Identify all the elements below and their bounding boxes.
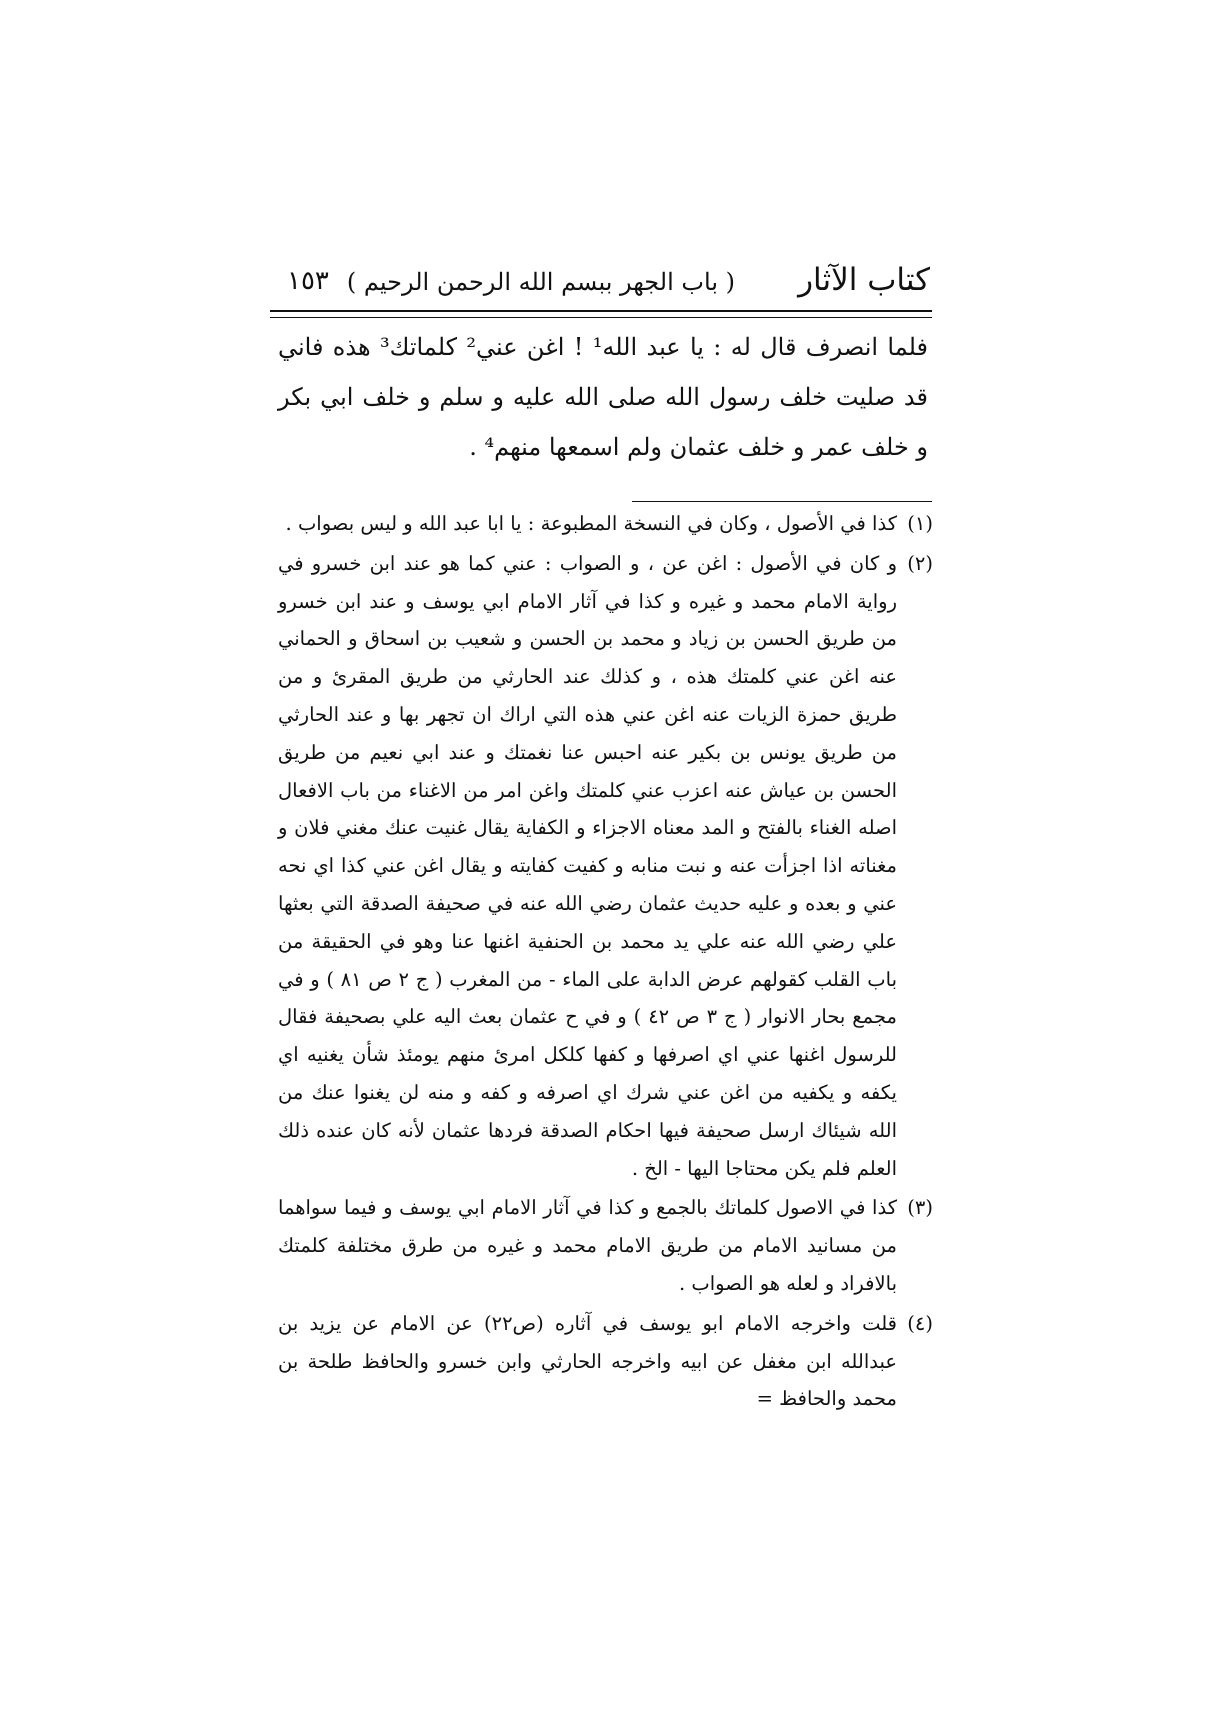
footnote-3 [278, 1189, 933, 1302]
footnote-number: (٣) [907, 1196, 933, 1220]
footnote-number: (١) [907, 512, 933, 535]
header-rule-thick [270, 310, 932, 312]
footnote-text: كذا في الأصول ، وكان في النسخة المطبوعة : يا ابا عبد الله و ليس بصواب . [285, 512, 897, 535]
running-header [275, 262, 930, 312]
page-number: ١٥٣ [287, 266, 329, 296]
footnote-text: قلت واخرجه الامام ابو يوسف في آثاره (ص٢٢) عن الامام عن يزيد بن عبدالله ابن مغفل عن ابيه واخرجه الحارثي وابن خسرو والحافظ طلحة بن محمد والحافظ = [278, 1311, 898, 1411]
footnotes [278, 505, 933, 1418]
footnote-text: كذا في الاصول كلماتك بالجمع و كذا في آثار الامام ابي يوسف و فيما سواهما من مسانيد الامام من طريق الامام محمد و غيره من طرق مختلفة كلمتك بالافراد و لعله هو الصواب . [278, 1196, 897, 1295]
footnote-1 [278, 505, 933, 543]
header-rule-thin [270, 317, 932, 318]
footnote-text: و كان في الأصول : اغن عن ، و الصواب : عني كما هو عند ابن خسرو في رواية الامام محمد و غيره و كذا في آثار الامام ابي يوسف و عند ابن خسرو من طريق الحسن بن زياد و محمد بن الحسن و شعيب بن اسحاق و الحماني عنه اغن عني كلمتك هذه ، و كذلك عند الحارثي من طريق المقرئ و من طريق حمزة الزيات عنه اغن عني هذه التي اراك ان تجهر بها و عند الحارثي من طريق يونس بن بكير عنه احبس عنا نغمتك و عند ابي نعيم من طريق الحسن بن عياش عنه اعزب عني كلمتك واغن امر من الاغناء من باب الافعال اصله الغناء بالفتح و المد معناه الاجزاء و الكفاية يقال غنيت عنك مغني فلان و مغناته اذا اجزأت عنه و نبت منابه و كفيت كفايته و يقال اغن عني كذا اي نحه عني و بعده و عليه حديث عثمان رضي الله عنه في صحيفة الصدقة التي بعثها علي رضي الله عنه علي يد محمد بن الحنفية اغنها عنا وهو في الحقيقة من باب القلب كقولهم عرض الدابة على الماء - من المغرب ( ج ٢ ص ٨١ ) و في مجمع بحار الانوار ( ج ٣ ص ٤٢ ) و في ح عثمان بعث اليه علي بصحيفة فقال للرسول اغنها عني اي اصرفها و كفها كلكل امرئ منهم يومئذ شأن يغنيه اي يكفه و يكفيه من اغن عني شرك اي اصرفه و كفه و منه لن يغنوا عنك من الله شيئاك ارسل صحيفة فيها احكام الصدقة فردها عثمان لأنه كان عنده ذلك العلم فلم يكن محتاجا اليها - الخ . [278, 551, 897, 1180]
main-text: فلما انصرف قال له : يا عبد الله¹ ! اغن عني² كلماتك³ هذه فاني قد صليت خلف رسول الله صلى الله عليه و سلم و خلف ابي بكر و خلف عمر و خلف عثمان ولم اسمعها منهم⁴ . [278, 333, 929, 461]
footnote-number: (٤) [907, 1311, 933, 1335]
footnote-number: (٢) [907, 551, 933, 575]
book-title: كتاب الآثار [798, 262, 930, 298]
footnote-4 [278, 1305, 933, 1418]
chapter-title: ( باب الجهر ببسم الله الرحمن الرحيم ) [346, 268, 735, 296]
footnote-separator [632, 501, 932, 502]
footnote-2 [278, 545, 933, 1188]
